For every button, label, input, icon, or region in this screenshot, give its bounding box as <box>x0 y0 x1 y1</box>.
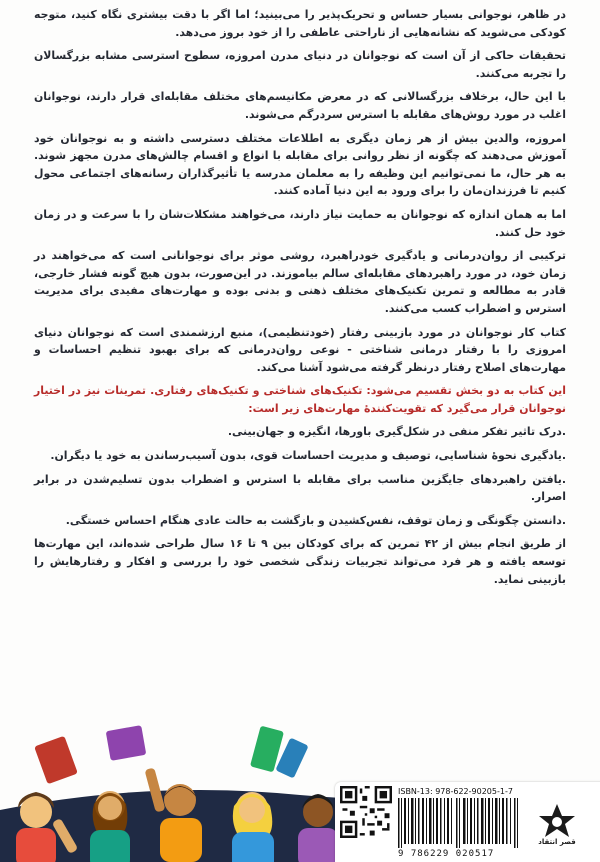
blurb-paragraph: امروزه، والدین بیش از هر زمان دیگری به اطلاعات مختلف دسترسی داشته و به نوجوانان خود آموزش می‌دهند که چگونه از نظر روانی برای مقابله با انواع و اقسام چالش‌های مدرن مجهز شوند. به هر حال، ما نمی‌توانیم این وظیفه را به معلمان مدرسه یا تأثیرگذاران رسانه‌های اجتماعی محول کنیم تا فرزندان‌مان را برای ورود به این دنیا آماده کنند. <box>34 131 566 198</box>
skill-bullet: .دانستن چگونگی و زمان توقف، نفس‌کشیدن و بازگشت به حالت عادی هنگام احساس خستگی. <box>65 513 566 527</box>
blurb-paragraph: ترکیبی از روان‌درمانی و یادگیری خودراهبرد، روشی موثر برای نوجوانانی است که می‌خواهند در زمان خود، در مورد راهبردهای مقابله‌ای سالم بیاموزند. در این‌صورت، بدون هیچ گونه فشار خارجی، قادر به مطالعه و تمرین تکنیک‌های مختلف ذهنی و بدنی بوده و مهارت‌های مفیدی برای مدیریت استرس و اضطراب کسب می‌کنند. <box>34 249 566 315</box>
blurb-paragraph: در ظاهر، نوجوانی بسیار حساس و تحریک‌پذیر را می‌بینید؛ اما اگر با دقت بیشتری نگاه کنید، متوجه کودکی می‌شوید که نشانه‌هایی از ناراحتی عاطفی را از خود بروز می‌دهد. <box>34 8 566 39</box>
blurb-paragraph: با این حال، برخلاف بزرگسالانی که در معرض مکانیسم‌های مختلف مقابله‌ای قرار دارند، نوجوانان اغلب در مورد روش‌های مقابله با استرس سردرگم می‌شوند. <box>34 90 566 121</box>
blurb-paragraph: تحقیقات حاکی از آن است که نوجوانان در دنیای مدرن امروزه، سطوح استرسی مشابه بزرگسالان را تجربه می‌کنند. <box>34 49 566 80</box>
publisher-logo-icon <box>528 790 586 858</box>
skill-bullet: .یادگیری نحوهٔ شناسایی، توصیف و مدیریت احساسات قوی، بدون آسیب‌رساندن به خود یا دیگران. <box>50 449 566 463</box>
blurb-paragraph: کتاب کار نوجوانان در مورد بازبینی رفتار (خودتنظیمی)، منبع ارزشمندی است که نوجوانان دنیای امروزی را با رفتار درمانی شناختی - نوعی روان‌درمانی که برای بهبود تنظیم احساسات و مهارت‌های اصلاح رفتار درنظر گرفته می‌شود آشنا می‌کند. <box>34 325 566 374</box>
blurb-paragraph: اما به همان اندازه که نوجوانان به حمایت نیاز دارند، می‌خواهند مشکلات‌شان را با سرعت و در زمان خود حل کنند. <box>34 207 566 239</box>
blurb-paragraph-highlight: این کتاب به دو بخش تقسیم می‌شود: تکنیک‌های شناختی و تکنیک‌های رفتاری. تمرینات نیز در اختیار نوجوانان قرار می‌گیرد که تقویت‌کنندهٔ مهارت‌های زیر است: <box>34 384 566 415</box>
barcode-number: 9 786229 020517 <box>398 849 495 859</box>
skill-bullet: .درک تاثیر تفکر منفی در شکل‌گیری باورها، انگیزه و جهان‌بینی. <box>227 425 566 439</box>
publisher-logo-text: قصر انتقاد <box>538 838 576 846</box>
blurb-text <box>34 6 566 594</box>
blurb-paragraph: از طریق انجام بیش از ۴۲ تمرین که برای کودکان بین ۹ تا ۱۶ سال طراحی شده‌اند، این مهارت‌ها توسعه یافته و هر فرد می‌تواند تجربیات زندگی شخصی خود را بررسی و افکار و رفتارهایش را بازبینی نماید. <box>34 537 567 586</box>
isbn-label: ISBN-13: 978-622-90205-1-7 <box>398 787 513 796</box>
qr-code-icon <box>340 786 392 838</box>
skill-bullet: .یافتن راهبردهای جایگزین مناسب برای مقابله با استرس و اضطراب بدون تسلیم‌شدن در برابر اصرار. <box>34 472 566 504</box>
barcode-icon <box>396 798 522 850</box>
